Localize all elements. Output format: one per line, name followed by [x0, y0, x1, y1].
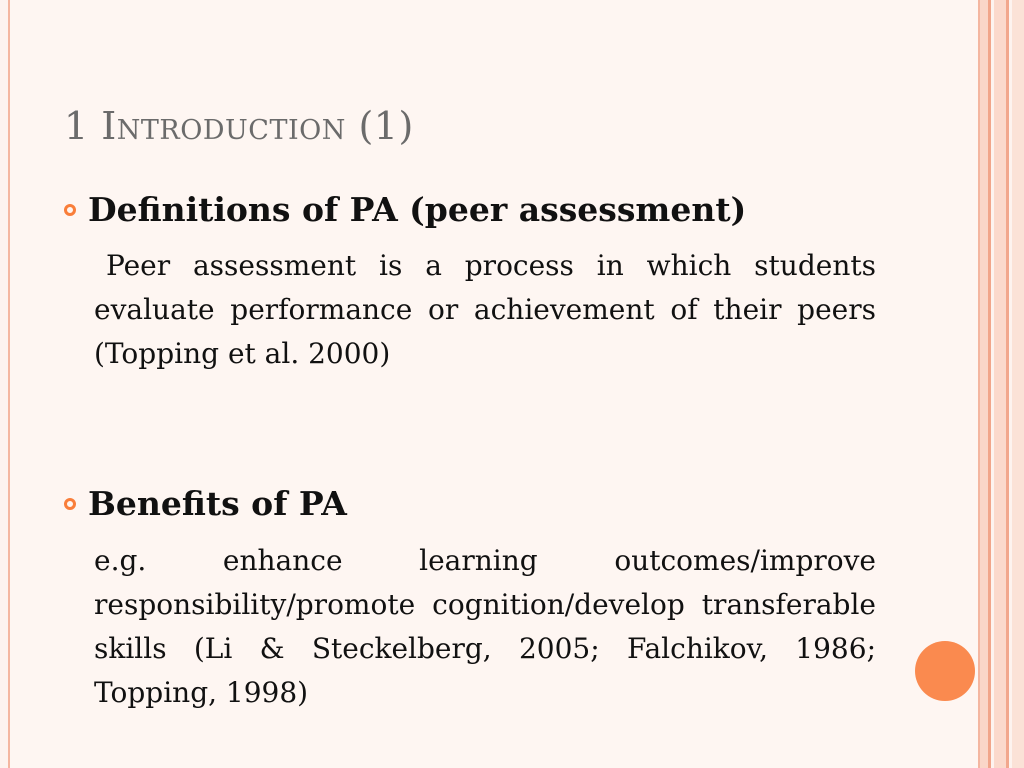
- title-text: Introduction: [101, 104, 346, 148]
- section-definitions: [64, 190, 746, 229]
- decorative-stripe: [980, 0, 988, 768]
- section-body: Peer assessment is a process in which students evaluate performance or achievement of their peers (Topping et al. 2000): [94, 249, 876, 370]
- decorative-circle: [915, 641, 975, 701]
- section-body: e.g. enhance learning outcomes/improve responsibility/promote cognition/develop transferable skills (Li & Steckelberg, 2005; Falchikov, 1986; Topping, 1998): [94, 544, 876, 709]
- orange-ring-bullet-icon: [64, 204, 76, 216]
- decorative-stripe: [994, 0, 1006, 768]
- orange-ring-bullet-icon: [64, 498, 76, 510]
- decorative-stripe: [988, 0, 991, 768]
- decorative-stripe: [1006, 0, 1009, 768]
- title-suffix: (1): [358, 104, 414, 148]
- title-number: 1: [64, 104, 89, 148]
- slide-title: [64, 104, 414, 148]
- section-heading: Benefits of PA: [88, 484, 347, 523]
- section-benefits: [64, 484, 347, 523]
- section-heading: Definitions of PA (peer assessment): [88, 190, 747, 229]
- decorative-stripe: [1012, 0, 1024, 768]
